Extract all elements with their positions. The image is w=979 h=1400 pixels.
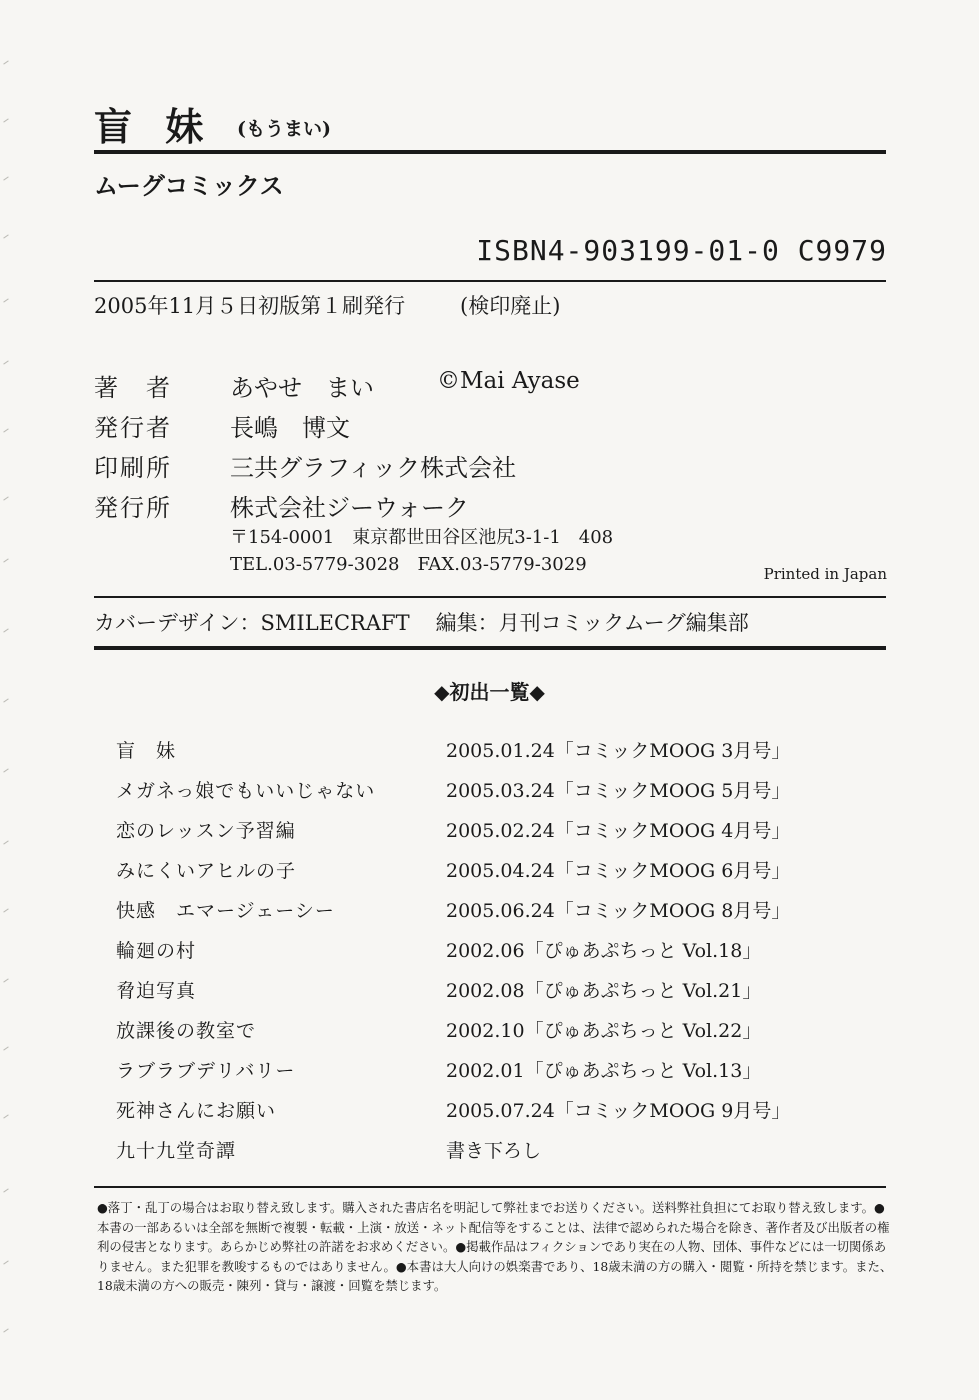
printer-label: 印刷所 (94, 454, 172, 482)
publisher-label: 発行所 (94, 494, 172, 522)
book-title: 盲 妹 (94, 104, 214, 149)
list-item-title: 輪廻の村 (116, 940, 197, 962)
author-name: あやせ まい (230, 374, 374, 402)
publication-date: 2005年11月５日初版第１刷発行 (94, 294, 406, 318)
editing-credit: 編集：月刊コミックムーグ編集部 (435, 611, 749, 635)
list-item-source: 2005.04.24「コミックMOOG 6月号」 (446, 860, 791, 882)
isbn: ISBN4-903199-01-0 C9979 (476, 234, 887, 267)
credits (94, 607, 749, 637)
divider (94, 280, 886, 282)
list-item-title: ラブラブデリバリー (116, 1060, 296, 1082)
book-title-reading: (もうまい) (237, 118, 331, 140)
list-item-source: 2005.01.24「コミックMOOG 3月号」 (446, 740, 791, 762)
publisher-address: 〒154-0001 東京都世田谷区池尻3-1-1 408 (230, 527, 614, 548)
legal-notice: ●落丁・乱丁の場合はお取り替え致します。購入された書店名を明記して弊社までお送りください。送料弊社負担にてお取り替え致します。●本書の一部あるいは全部を無断で複製・転載・上演・放送・ネット配信等をすることは、法律で認められた場合を除き、著作者及び出版者の権利の侵害となります。あらかじめ弊社の許諾をお求めください。●掲載作品はフィクションであり実在の人物、団体、事件などには一切関係ありません。また犯罪を教唆するものではありません。●本書は大人向けの娯楽書であり、18歳未満の方の購入・閲覧・所持を禁じます。また、18歳未満の方への販売・陳列・貸与・譲渡・回覧を禁じます。 (97, 1200, 893, 1294)
author-label: 著 者 (94, 374, 172, 402)
divider (94, 150, 886, 154)
publisher-person-label: 発行者 (94, 414, 172, 442)
list-item-source: 書き下ろし (446, 1140, 542, 1162)
list-item-source: 2005.06.24「コミックMOOG 8月号」 (446, 900, 791, 922)
publisher-phone-fax: TEL.03-5779-3028 FAX.03-5779-3029 (230, 554, 587, 575)
list-item-source: 2005.07.24「コミックMOOG 9月号」 (446, 1100, 791, 1122)
list-item-title: 恋のレッスン予習編 (116, 820, 296, 842)
list-item-source: 2002.01「ぴゅあぷちっと Vol.13」 (446, 1060, 762, 1082)
list-item-source: 2005.02.24「コミックMOOG 4月号」 (446, 820, 791, 842)
list-item-source: 2005.03.24「コミックMOOG 5月号」 (446, 780, 791, 802)
publisher-person: 長嶋 博文 (230, 414, 350, 442)
list-item-source: 2002.08「ぴゅあぷちっと Vol.21」 (446, 980, 762, 1002)
list-item-source: 2002.10「ぴゅあぷちっと Vol.22」 (446, 1020, 762, 1042)
list-item-title: 九十九堂奇譚 (116, 1140, 237, 1162)
divider (94, 596, 886, 598)
printed-in: Printed in Japan (763, 565, 887, 583)
list-item-title: 快感 エマージェーシー (116, 900, 335, 922)
list-item-title: みにくいアヒルの子 (116, 860, 297, 882)
list-item-title: メガネっ娘でもいいじゃない (116, 780, 376, 802)
series-name: ムーグコミックス (94, 172, 284, 200)
first-appearance-heading: ◆初出一覧◆ (434, 680, 545, 704)
publisher-name: 株式会社ジーウォーク (230, 494, 470, 522)
list-item-title: 放課後の教室で (116, 1020, 257, 1042)
list-item-title: 脅迫写真 (116, 980, 197, 1002)
list-item-source: 2002.06「ぴゅあぷちっと Vol.18」 (446, 940, 762, 962)
divider (94, 1186, 886, 1188)
list-item-title: 死神さんにお願い (116, 1100, 277, 1122)
copyright: ©Mai Ayase (437, 368, 580, 394)
cover-design-credit: カバーデザイン：SMILECRAFT (94, 611, 410, 635)
list-item-title: 盲 妹 (116, 740, 177, 762)
seal-omitted-note: (検印廃止) (460, 294, 561, 318)
printer-name: 三共グラフィック株式会社 (230, 454, 517, 482)
divider (94, 646, 886, 650)
